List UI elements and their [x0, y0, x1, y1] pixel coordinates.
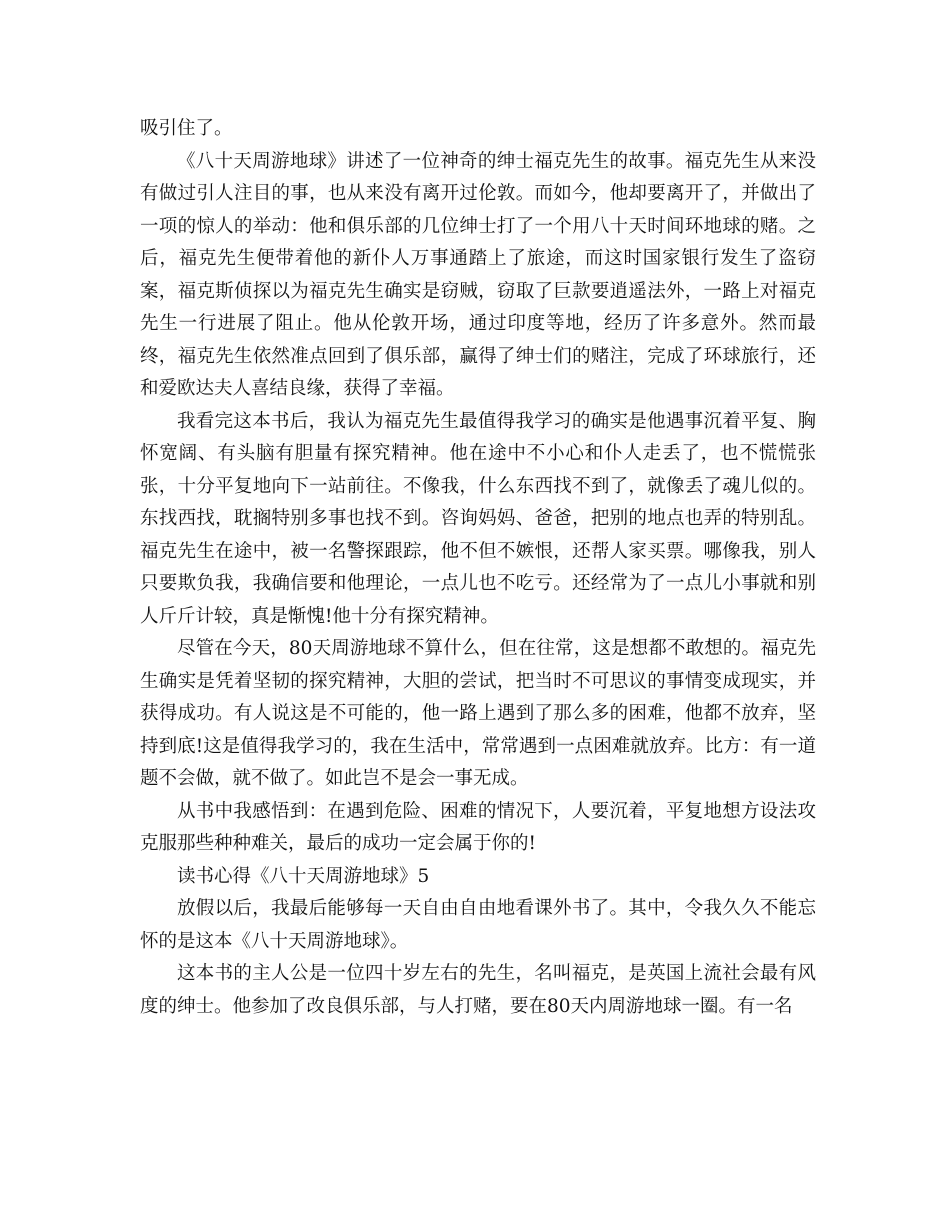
paragraph-perseverance: 尽管在今天，80天周游地球不算什么，但在往常，这是想都不敢想的。福克先生确实是凭着坚韧的探究精神，大胆的尝试，把当时不可思议的事情变成现实，并获得成功。有人说这是不可能的，他一路上遇到了那么多的困难，他都不放弃，坚持到底!这是值得我学习的，我在生活中，常常遇到一点困难就放弃。比方：有一道题不会做，就不做了。如此岂不是会一事无成。 — [140, 638, 816, 789]
paragraph-intro: 放假以后，我最后能够每一天自由自由地看课外书了。其中，令我久久不能忘怀的是这本《八十天周游地球》。 — [140, 898, 816, 952]
paragraph-protagonist: 这本书的主人公是一位四十岁左右的先生，名叫福克，是英国上流社会最有风度的绅士。他参加了改良俱乐部，与人打赌，要在80天内周游地球一圈。有一名 — [140, 963, 816, 1017]
section-heading: 读书心得《八十天周游地球》5 — [177, 865, 430, 887]
paragraph-book-summary: 《八十天周游地球》讲述了一位神奇的绅士福克先生的故事。福克先生从来没有做过引人注目的事，也从来没有离开过伦敦。而如今，他却要离开了，并做出了一项的惊人的举动：他和俱乐部的几位绅士打了一个用八十天时间环地球的赌。之后，福克先生便带着他的新仆人万事通踏上了旅途，而这时国家银行发生了盗窃案，福克斯侦探以为福克先生确实是窃贼，窃取了巨款要逍遥法外，一路上对福克先生一行进展了阻止。他从伦敦开场，通过印度等地，经历了许多意外。然而最终，福克先生依然准点回到了俱乐部，赢得了绅士们的赌注，完成了环球旅行，还和爱欧达夫人喜结良缘，获得了幸福。 — [140, 150, 816, 399]
paragraph-reflection: 我看完这本书后，我认为福克先生最值得我学习的确实是他遇事沉着平复、胸怀宽阔、有头脑有胆量有探究精神。他在途中不小心和仆人走丢了，也不慌慌张张，十分平复地向下一站前往。不像我，什么东西找不到了，就像丢了魂儿似的。东找西找，耽搁特别多事也找不到。咨询妈妈、爸爸，把别的地点也弄的特别乱。福克先生在途中，被一名警探跟踪，他不但不嫉恨，还帮人家买票。哪像我，别人只要欺负我，我确信要和他理论，一点儿也不吃亏。还经常为了一点儿小事就和别人斤斤计较，真是惭愧!他十分有探究精神。 — [140, 410, 816, 627]
paragraph-conclusion: 从书中我感悟到：在遇到危险、困难的情况下，人要沉着，平复地想方设法攻克服那些种种难关，最后的成功一定会属于你的! — [140, 800, 816, 854]
document-body — [140, 113, 816, 1023]
paragraph-continuation: 吸引住了。 — [140, 118, 233, 139]
